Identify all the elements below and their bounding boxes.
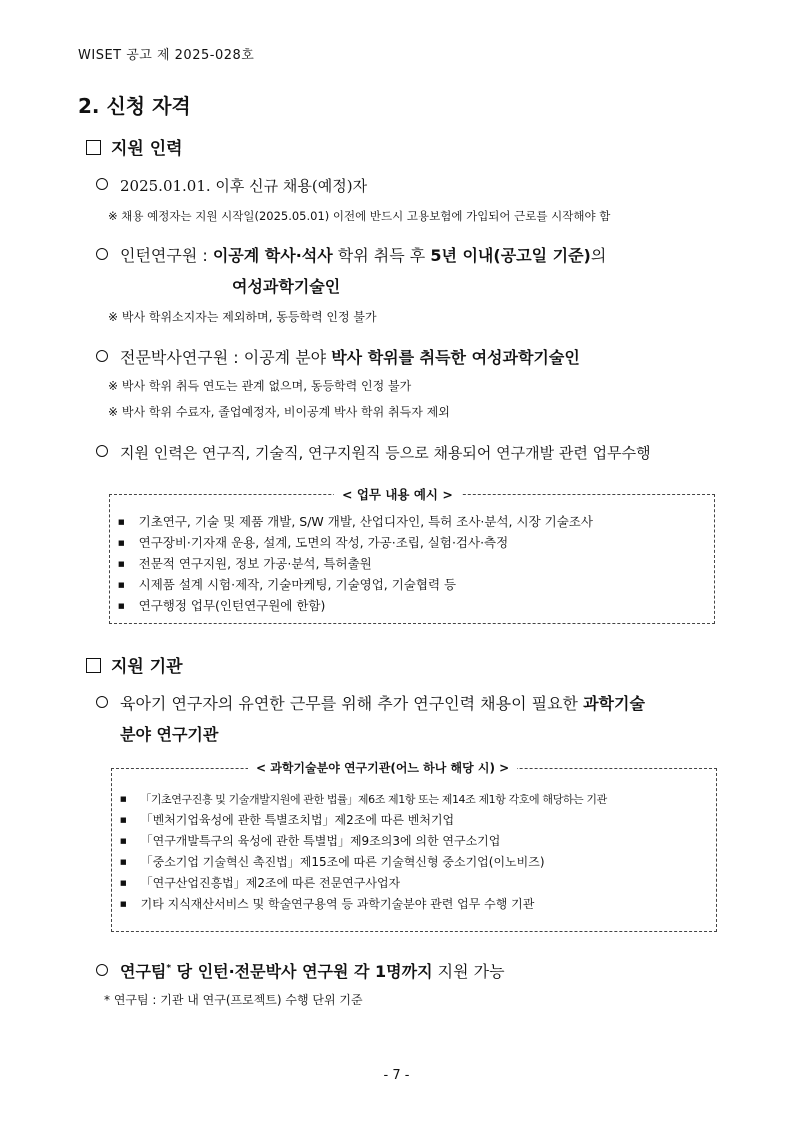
subsection-heading-institution bbox=[86, 652, 183, 677]
list-item: ■ 「기초연구진흥 및 기술개발지원에 관한 법률」제6조 제1항 또는 제14조 제1항 각호에 해당하는 기관 bbox=[120, 789, 607, 810]
section-title: 2. 신청 자격 bbox=[78, 94, 191, 118]
bold-text: 과학기술 bbox=[583, 694, 645, 713]
work-examples-box bbox=[109, 487, 715, 624]
bullet-text: 지원 가능 bbox=[432, 962, 505, 981]
bold-text: 당 인턴·전문박사 연구원 각 1명까지 bbox=[171, 962, 433, 981]
bullet-team-limit bbox=[96, 959, 505, 982]
box-title: < 업무 내용 예시 > bbox=[334, 485, 461, 503]
page-number: - 7 - bbox=[383, 1068, 410, 1083]
subsection-label: 지원 기관 bbox=[111, 657, 183, 677]
checkbox-square-icon bbox=[86, 658, 101, 673]
bold-text: 이공계 학사·석사 bbox=[212, 246, 333, 265]
bullet-text: 전문박사연구원 : 이공계 분야 bbox=[120, 348, 332, 367]
list-item: ■ 기타 지식재산서비스 및 학술연구용역 등 과학기술분야 관련 업무 수행 기관 bbox=[120, 894, 607, 915]
bold-text: 연구팀 bbox=[120, 962, 167, 981]
subsection-heading-personnel bbox=[86, 134, 183, 159]
list-item: ■ 「연구산업진흥법」제2조에 따른 전문연구사업자 bbox=[120, 873, 607, 894]
document-number: WISET 공고 제 2025-028호 bbox=[78, 48, 255, 63]
bullet-new-hire bbox=[96, 175, 367, 196]
note-phd-1: ※ 박사 학위 취득 연도는 관계 없으며, 동등학력 인정 불가 bbox=[108, 379, 412, 393]
note-hire-date: ※ 채용 예정자는 지원 시작일(2025.05.01) 이전에 반드시 고용보험에 가입되어 근로를 시작해야 함 bbox=[108, 209, 611, 223]
list-item: ■ 연구장비·기자재 운용, 설계, 도면의 작성, 가공·조립, 실험·검사·측정 bbox=[118, 532, 593, 553]
checkbox-square-icon bbox=[86, 140, 101, 155]
work-examples-list bbox=[118, 511, 593, 616]
bullet-text: 2025.01.01. 이후 신규 채용(예정)자 bbox=[120, 177, 368, 195]
bullet-institution bbox=[96, 691, 645, 714]
circle-bullet-icon bbox=[96, 178, 108, 190]
note-intern: ※ 박사 학위소지자는 제외하며, 동등학력 인정 불가 bbox=[108, 310, 377, 324]
list-item: ■ 전문적 연구지원, 정보 가공·분석, 특허출원 bbox=[118, 553, 593, 574]
bullet-intern-line2: 여성과학기술인 bbox=[232, 277, 341, 296]
bold-text: 박사 학위를 취득한 여성과학기술인 bbox=[331, 348, 580, 367]
bold-text: 5년 이내(공고일 기준) bbox=[430, 246, 591, 265]
box-title: < 과학기술분야 연구기관(어느 하나 해당 시) > bbox=[248, 759, 517, 776]
footnote-mark: * bbox=[166, 963, 172, 974]
subsection-label: 지원 인력 bbox=[111, 139, 183, 159]
bullet-institution-line2: 분야 연구기관 bbox=[120, 725, 219, 744]
list-item: ■ 「중소기업 기술혁신 촉진법」제15조에 따른 기술혁신형 중소기업(이노비즈) bbox=[120, 852, 607, 873]
circle-bullet-icon bbox=[96, 445, 108, 457]
institution-types-list bbox=[120, 789, 607, 915]
bullet-text: 육아기 연구자의 유연한 근무를 위해 추가 연구인력 채용이 필요한 bbox=[120, 694, 584, 713]
list-item: ■ 시제품 설계 시험·제작, 기술마케팅, 기술영업, 기술협력 등 bbox=[118, 574, 593, 595]
circle-bullet-icon bbox=[96, 696, 108, 708]
bullet-text: 지원 인력은 연구직, 기술직, 연구지원직 등으로 채용되어 연구개발 관련 업무수행 bbox=[120, 444, 651, 462]
circle-bullet-icon bbox=[96, 964, 108, 976]
list-item: ■ 연구행정 업무(인턴연구원에 한함) bbox=[118, 595, 593, 616]
footnote-team: * 연구팀 : 기관 내 연구(프로젝트) 수행 단위 기준 bbox=[104, 993, 363, 1007]
bullet-duties bbox=[96, 442, 651, 463]
circle-bullet-icon bbox=[96, 350, 108, 362]
bullet-text: 의 bbox=[590, 246, 607, 265]
note-phd-2: ※ 박사 학위 수료자, 졸업예정자, 비이공계 박사 학위 취득자 제외 bbox=[108, 405, 450, 419]
bullet-text: 학위 취득 후 bbox=[332, 246, 431, 265]
list-item: ■ 「연구개발특구의 육성에 관한 특별법」제9조의3에 의한 연구소기업 bbox=[120, 831, 607, 852]
circle-bullet-icon bbox=[96, 248, 108, 260]
list-item: ■ 기초연구, 기술 및 제품 개발, S/W 개발, 산업디자인, 특허 조사·분석, 시장 기술조사 bbox=[118, 511, 593, 532]
institution-types-box bbox=[111, 761, 717, 932]
list-item: ■ 「벤처기업육성에 관한 특별조치법」제2조에 따른 벤처기업 bbox=[120, 810, 607, 831]
bullet-text: 인턴연구원 : bbox=[120, 246, 213, 265]
bullet-intern bbox=[96, 243, 606, 266]
bullet-phd bbox=[96, 345, 580, 368]
